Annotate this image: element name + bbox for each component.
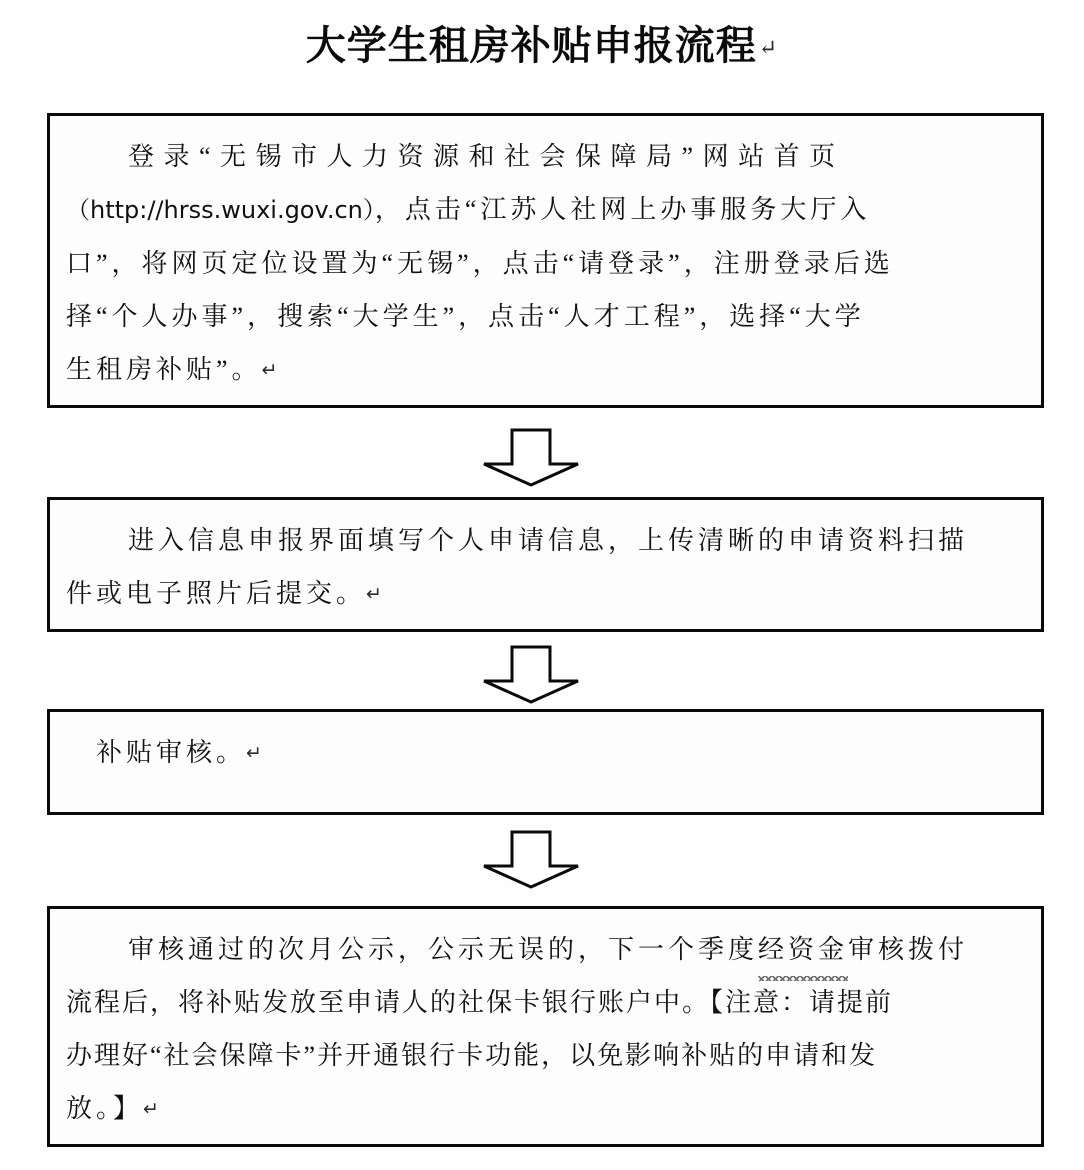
payout-line-1-part-a: 审核通过的次月公示，公示无误的，下一个季度 (128, 935, 759, 964)
review-line-1-text: 补贴审核。 (96, 738, 247, 767)
login-line-1 (66, 130, 1025, 183)
page-title (0, 14, 1084, 71)
submit-line-1: 进入信息申报界面填写个人申请信息，上传清晰的申请资料扫描 (128, 526, 969, 555)
hrss-url-text[interactable]: （http://hrss.wuxi.gov.cn） (66, 196, 375, 224)
paragraph-mark-icon: ↵ (758, 35, 779, 60)
login-line-5 (66, 343, 1025, 397)
payout-line-4-text: 放。】 (66, 1094, 144, 1123)
step-box-login-content (50, 116, 1041, 407)
payout-line-1-part-b: 审核拨付 (848, 935, 969, 964)
paragraph-mark-icon: ↵ (366, 583, 382, 605)
login-line-1-part-c: 网站首页 (702, 142, 845, 171)
paragraph-mark-icon: ↵ (143, 1098, 159, 1120)
login-line-3: 口”，将网页定位设置为“无锡”，点击“请登录”，注册登录后选 (66, 249, 894, 278)
review-line-1 (66, 726, 1025, 780)
step-box-submit[interactable] (47, 497, 1044, 632)
paragraph-mark-icon: ↵ (261, 359, 278, 381)
login-line-5-text: 生租房补贴”。 (66, 355, 262, 384)
login-line-4: 择“个人办事”，搜索“大学生”，点击“人才工程”，选择“大学 (66, 302, 865, 331)
payout-line-4 (66, 1082, 1025, 1136)
step-box-payout[interactable] (47, 906, 1044, 1147)
step-box-submit-content (50, 500, 1041, 631)
paragraph-mark-icon: ↵ (246, 742, 262, 764)
arrow-1-down-icon (481, 428, 581, 488)
step-box-login[interactable] (47, 113, 1044, 408)
arrow-3-down-icon (481, 830, 581, 890)
login-line-1-quoted-office: “无锡市人力资源和社会保障局” (199, 142, 703, 171)
spellcheck-error-phrase: 经资金 (758, 923, 848, 976)
payout-line-2: 流程后，将补贴发放至申请人的社保卡银行账户中。【注意：请提前 (66, 988, 894, 1017)
submit-line-2-text: 件或电子照片后提交。 (66, 579, 367, 608)
payout-line-1 (66, 923, 1025, 976)
login-line-1-part-a: 登录 (128, 142, 200, 171)
page-title-text: 大学生租房补贴申报流程 (305, 23, 757, 68)
step-box-review[interactable] (47, 709, 1044, 815)
login-line-2 (66, 183, 1025, 237)
payout-line-3: 办理好“社会保障卡”并开通银行卡功能，以免影响补贴的申请和发 (66, 1041, 878, 1070)
arrow-2-down-icon (481, 645, 581, 705)
step-box-review-content (50, 712, 1041, 790)
step-box-payout-content (50, 909, 1041, 1146)
submit-line-2 (66, 567, 1025, 621)
login-line-2-part-b: ，点击“江苏人社网上办事服务大厅入 (374, 195, 871, 224)
